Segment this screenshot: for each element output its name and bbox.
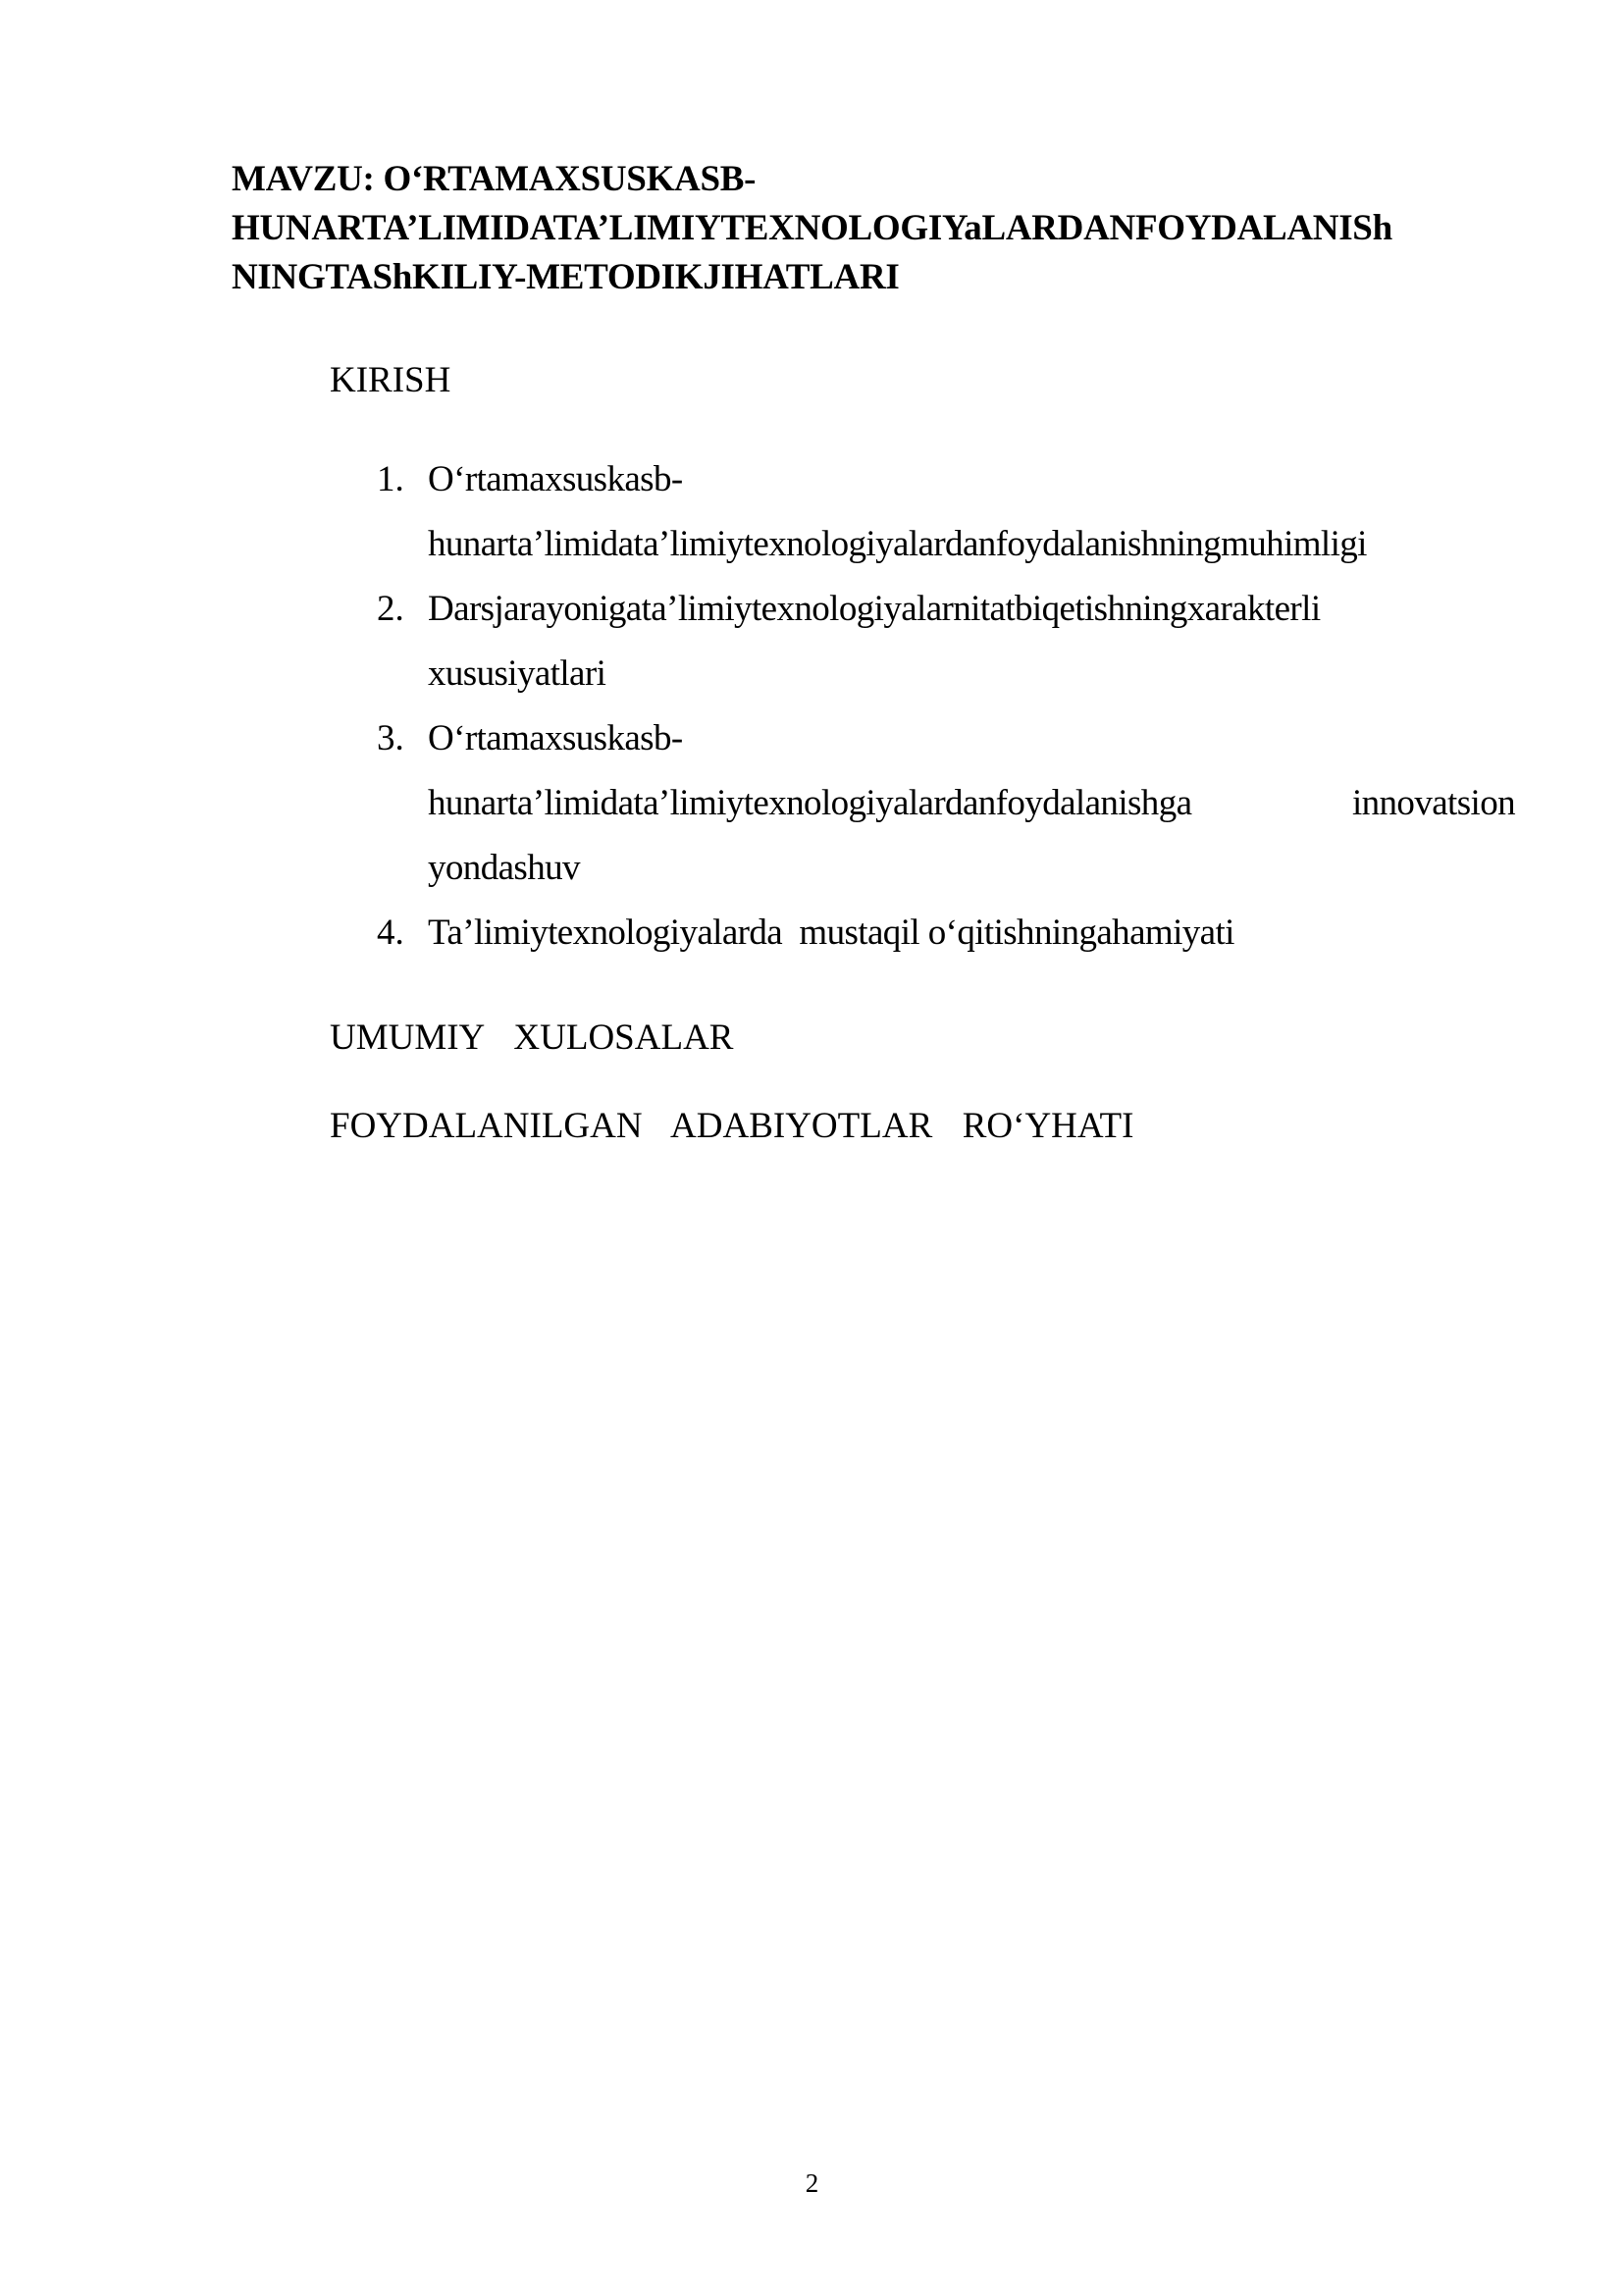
toc-item-text-line [428,771,1515,836]
toc-item-text-line: O‘rtamaxsuskasb- [428,718,683,758]
references-heading: FOYDALANILGAN ADABIYOTLAR RO‘YHATI [330,1106,1134,1146]
toc-item-3 [377,706,1515,901]
table-of-contents [377,447,1515,965]
toc-item-text-line: O‘rtamaxsuskasb- [428,459,683,499]
page-number: 2 [805,2168,819,2198]
title-line-3: NINGTAShKILIY-METODIKJIHATLARI [232,257,900,297]
intro-heading: KIRISH [330,360,451,400]
title-line-2: HUNARTA’LIMIDATA’LIMIYTEXNOLOGIYaLARDANFOYDALANISh [232,208,1392,248]
toc-item-number: 3. [377,718,404,758]
toc-item-number: 1. [377,459,404,499]
title-line-1: MAVZU: O‘RTAMAXSUSKASB- [232,159,757,199]
toc-item-text-line: hunarta’limidata’limiytexnologiyalardanfoydalanishningmuhimligi [428,524,1367,564]
conclusion-heading: UMUMIY XULOSALAR [330,1018,734,1058]
toc-item-2 [377,577,1515,706]
toc-item-4 [377,901,1515,965]
toc-item-number: 4. [377,913,404,953]
document-title [232,155,1537,302]
toc-item-text-segment: hunarta’limidata’limiytexnologiyalardanfoydalanishga [428,783,1192,823]
toc-item-text-line: yondashuv [428,848,580,888]
toc-item-text-segment: innovatsion [1351,783,1515,823]
toc-item-1 [377,447,1515,577]
toc-item-number: 2. [377,589,404,629]
toc-item-text-line: Ta’limiytexnologiyalarda mustaqil o‘qitishningahamiyati [428,913,1234,953]
toc-item-text-line: xususiyatlari [428,653,606,694]
toc-item-text-line: Darsjarayonigata’limiytexnologiyalarnitatbiqetishningxarakterli [428,589,1321,629]
